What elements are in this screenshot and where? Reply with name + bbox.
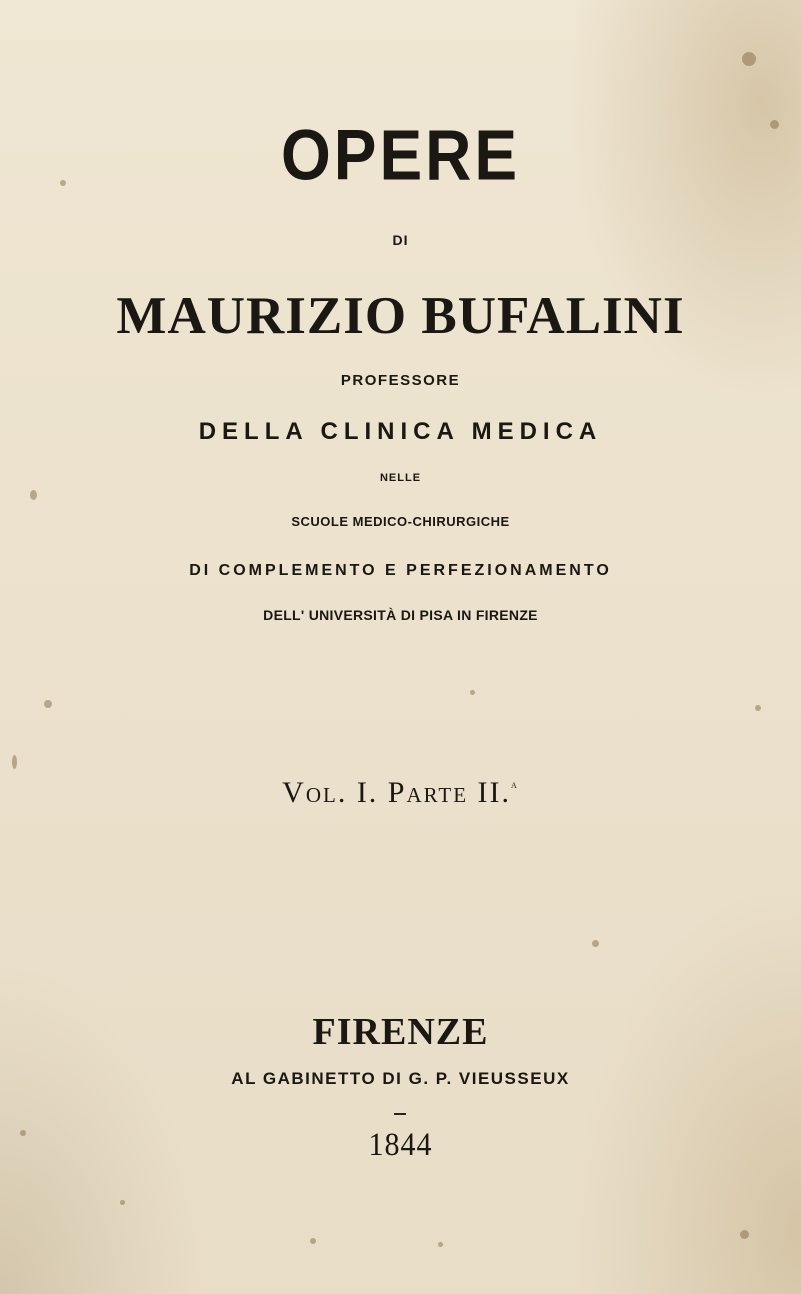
paper-speck — [438, 1242, 443, 1247]
imprint-divider — [394, 1113, 406, 1115]
paper-speck — [60, 180, 66, 186]
role-line-complemento: DI COMPLEMENTO E PERFEZIONAMENTO — [189, 562, 612, 579]
volume-designation — [0, 776, 801, 810]
paper-speck — [755, 705, 761, 711]
paper-speck — [742, 52, 756, 66]
paper-speck — [20, 1130, 26, 1136]
paper-speck — [44, 700, 52, 708]
role-line-scuole: SCUOLE MEDICO-CHIRURGICHE — [291, 514, 510, 529]
imprint-city: FIRENZE — [312, 1011, 489, 1053]
role-line-clinica-medica: DELLA CLINICA MEDICA — [198, 418, 603, 445]
paper-speck — [30, 490, 37, 500]
paper-speck — [12, 755, 17, 769]
role-line-nelle: NELLE — [379, 472, 422, 484]
work-title: OPERE — [280, 114, 521, 196]
paper-speck — [770, 120, 779, 129]
paper-speck — [592, 940, 599, 947]
imprint-year: 1844 — [368, 1126, 433, 1163]
volume-main: Vol. I. Parte II. — [282, 776, 512, 809]
paper-speck — [740, 1230, 749, 1239]
author-name: MAURIZIO BUFALINI — [116, 287, 685, 345]
of-word: DI — [392, 232, 409, 248]
imprint-publisher: AL GABINETTO DI G. P. VIEUSSEUX — [231, 1069, 570, 1088]
role-line-professore: PROFESSORE — [340, 372, 461, 389]
paper-speck — [120, 1200, 125, 1205]
paper-speck — [310, 1238, 316, 1244]
role-line-universita: DELL' UNIVERSITÀ DI PISA IN FIRENZE — [263, 607, 538, 623]
volume-sup: a — [511, 777, 519, 791]
paper-speck — [470, 690, 475, 695]
